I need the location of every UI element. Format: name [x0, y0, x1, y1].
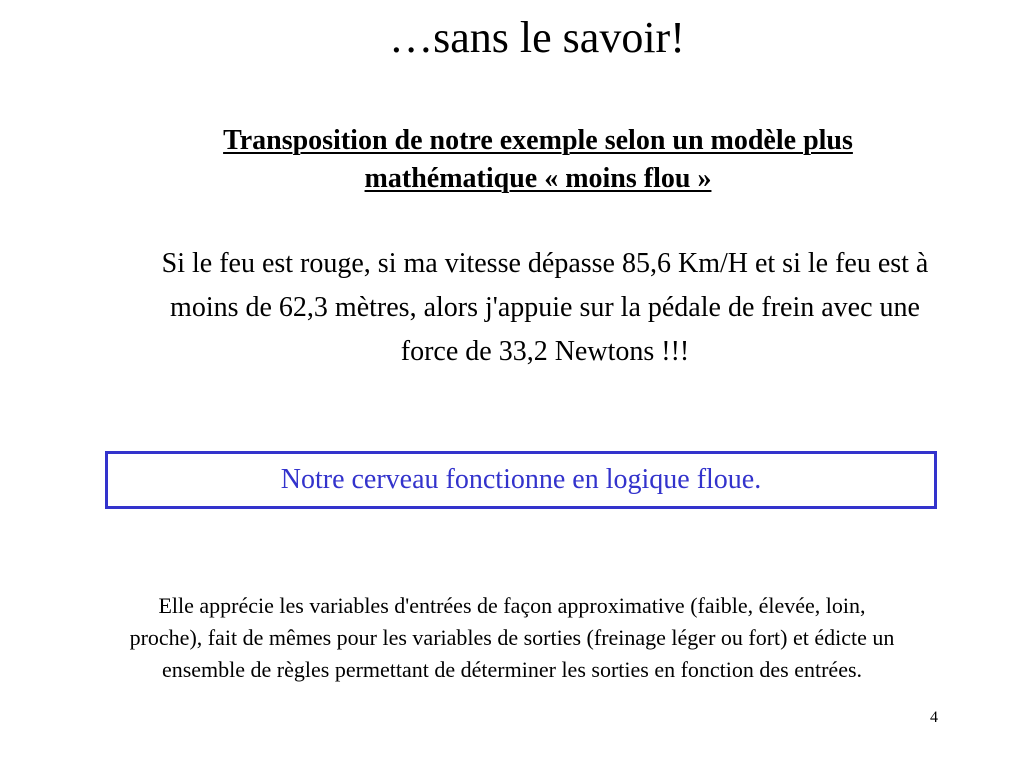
slide-subtitle — [120, 122, 956, 198]
description-paragraph — [0, 590, 1024, 686]
subtitle-line-1: Transposition de notre exemple selon un modèle plus — [223, 125, 853, 156]
example-line-1: Si le feu est rouge, si ma vitesse dépasse 85,6 Km/H et si le feu est à — [161, 248, 929, 279]
description-line-2: proche), fait de mêmes pour les variables de sorties (freinage léger ou fort) et édicte un — [129, 625, 895, 650]
example-line-3: force de 33,2 Newtons !!! — [400, 336, 690, 367]
conclusion-box — [105, 451, 937, 509]
example-paragraph — [40, 242, 1024, 374]
example-line-2: moins de 62,3 mètres, alors j'appuie sur la pédale de frein avec une — [170, 292, 920, 323]
page-number: 4 — [930, 709, 938, 726]
subtitle-line-2: mathématique « moins flou » — [364, 163, 712, 194]
description-line-1: Elle apprécie les variables d'entrées de façon approximative (faible, élevée, loin, — [158, 593, 866, 618]
slide-title: …sans le savoir! — [389, 13, 685, 62]
conclusion-text: Notre cerveau fonctionne en logique floue. — [280, 464, 762, 495]
description-line-3: ensemble de règles permettant de déterminer les sorties en fonction des entrées. — [161, 657, 863, 682]
